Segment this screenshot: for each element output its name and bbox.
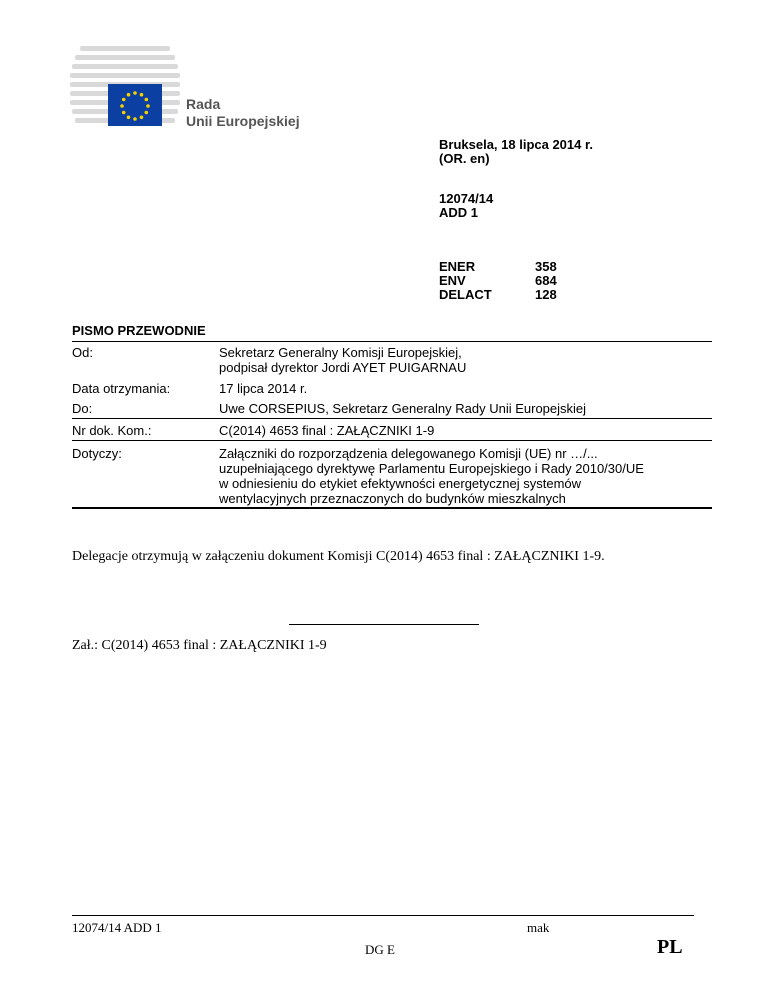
code-value: 684: [535, 273, 557, 288]
original-language: (OR. en): [439, 151, 490, 166]
place-date: Bruksela, 18 lipca 2014 r.: [439, 137, 593, 152]
body-paragraph: Delegacje otrzymują w załączeniu dokument Komisji C(2014) 4653 final : ZAŁĄCZNIKI 1-9.: [72, 549, 605, 564]
table-top-rule: [72, 341, 712, 342]
attachment-line: Zał.: C(2014) 4653 final : ZAŁĄCZNIKI 1-9: [72, 638, 327, 653]
council-logo: [70, 44, 310, 134]
row-label: Data otrzymania:: [72, 381, 171, 396]
code-label: DELACT: [439, 287, 492, 302]
building-stripes-icon: [70, 44, 182, 134]
code-label: ENER: [439, 259, 476, 274]
footer-rule: [72, 915, 694, 916]
row-value-line: w odniesieniu do etykiet efektywności energetycznej systemów: [219, 476, 582, 491]
footer-initials: mak: [527, 920, 550, 935]
code-value: 358: [535, 259, 557, 274]
document-addendum: ADD 1: [439, 205, 479, 220]
code-value: 128: [535, 287, 557, 302]
row-value: Uwe CORSEPIUS, Sekretarz Generalny Rady Unii Europejskiej: [219, 401, 587, 416]
footer-language: PL: [657, 936, 683, 958]
row-value: C(2014) 4653 final : ZAŁĄCZNIKI 1-9: [219, 423, 435, 438]
row-label: Od:: [72, 345, 93, 360]
code-label: ENV: [439, 273, 466, 288]
row-value-line: uzupełniającego dyrektywę Parlamentu Europejskiego i Rady 2010/30/UE: [219, 461, 644, 476]
row-label: Nr dok. Kom.:: [72, 423, 152, 438]
footer-dg: DG E: [365, 942, 395, 957]
row-value-line: podpisał dyrektor Jordi AYET PUIGARNAU: [219, 360, 467, 375]
row-label: Dotyczy:: [72, 446, 122, 461]
table-rule: [72, 440, 712, 441]
table-rule: [72, 418, 712, 419]
logo-line-2: Unii Europejskiej: [186, 113, 300, 129]
row-value-line: wentylacyjnych przeznaczonych do budynków mieszkalnych: [219, 491, 566, 506]
row-label: Do:: [72, 401, 93, 416]
row-value: 17 lipca 2014 r.: [219, 381, 308, 396]
row-value-line: Sekretarz Generalny Komisji Europejskiej,: [219, 345, 462, 360]
separator-line: [289, 624, 479, 625]
document-number: 12074/14: [439, 191, 494, 206]
row-value: [219, 345, 714, 375]
row-value-line: Załączniki do rozporządzenia delegowanego Komisji (UE) nr …/...: [219, 446, 598, 461]
logo-line-1: Rada: [186, 96, 221, 112]
table-bottom-rule: [72, 507, 712, 509]
footer-doc-ref: 12074/14 ADD 1: [72, 920, 162, 935]
cover-note-title: PISMO PRZEWODNIE: [72, 323, 206, 338]
row-value: [219, 446, 714, 506]
